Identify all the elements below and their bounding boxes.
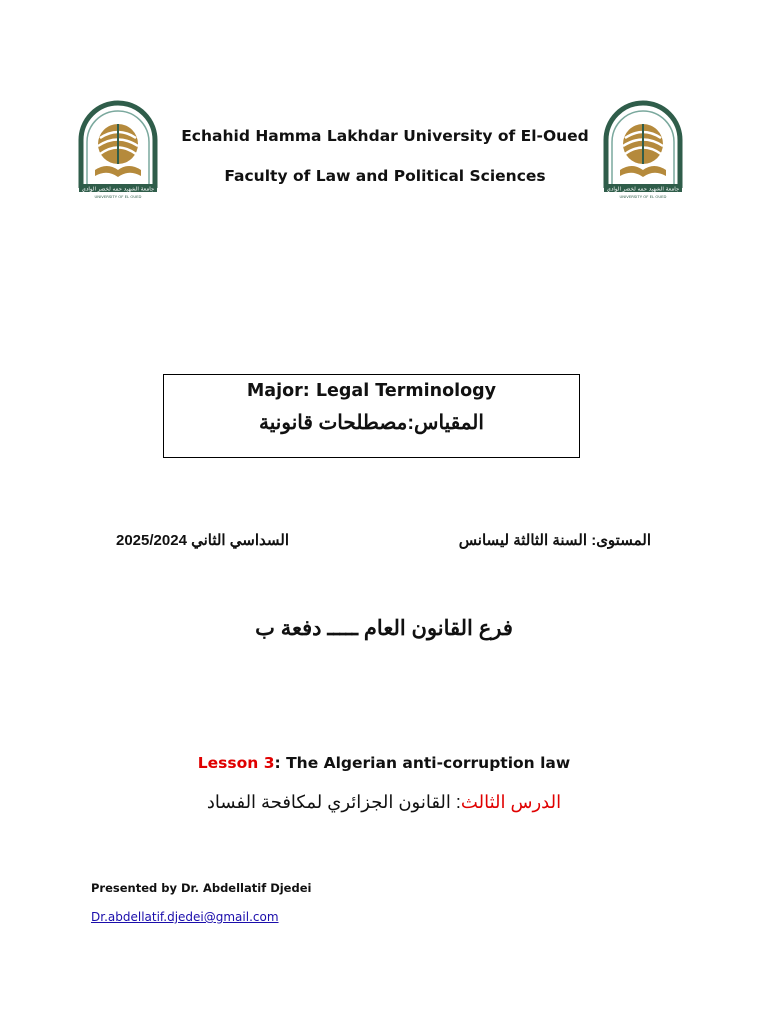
semester-year: السداسي الثاني 2025/2024 bbox=[116, 532, 289, 549]
logo-latin-text: UNIVERSITY OF EL OUED bbox=[94, 194, 142, 199]
lesson-label-arabic: الدرس الثالث bbox=[460, 792, 562, 812]
university-emblem-icon bbox=[596, 100, 690, 200]
logo-arabic-text: جامعة الشهيد حمه لخضر الوادي bbox=[81, 186, 155, 193]
study-level: المستوى: السنة الثالثة ليسانس bbox=[458, 532, 651, 549]
lesson-subject-english: : The Algerian anti-corruption law bbox=[274, 754, 571, 772]
major-title-english: Major: Legal Terminology bbox=[246, 381, 497, 401]
email-link[interactable]: Dr.abdellatif.djedei@gmail.com bbox=[91, 910, 279, 924]
lesson-subject-arabic: : القانون الجزائري لمكافحة الفساد bbox=[206, 792, 461, 812]
faculty-name: Faculty of Law and Political Sciences bbox=[224, 167, 546, 185]
presenter-name: Presented by Dr. Abdellatif Djedei bbox=[91, 881, 312, 895]
university-name: Echahid Hamma Lakhdar University of El-Oued bbox=[181, 127, 589, 145]
lesson-label-english: Lesson 3 bbox=[197, 754, 275, 772]
university-logo-right bbox=[596, 100, 690, 200]
major-title-arabic: المقياس:مصطلحات قانونية bbox=[259, 412, 484, 434]
branch-cohort: فرع القانون العام ـــــ دفعة ب bbox=[255, 617, 513, 640]
university-logo-left bbox=[71, 100, 165, 200]
logo-arabic-text: جامعة الشهيد حمه لخضر الوادي bbox=[606, 186, 680, 193]
university-emblem-icon bbox=[71, 100, 165, 200]
lesson-title-english bbox=[100, 754, 668, 772]
lesson-title-arabic bbox=[100, 792, 668, 813]
major-box bbox=[163, 374, 580, 458]
logo-latin-text: UNIVERSITY OF EL OUED bbox=[619, 194, 667, 199]
